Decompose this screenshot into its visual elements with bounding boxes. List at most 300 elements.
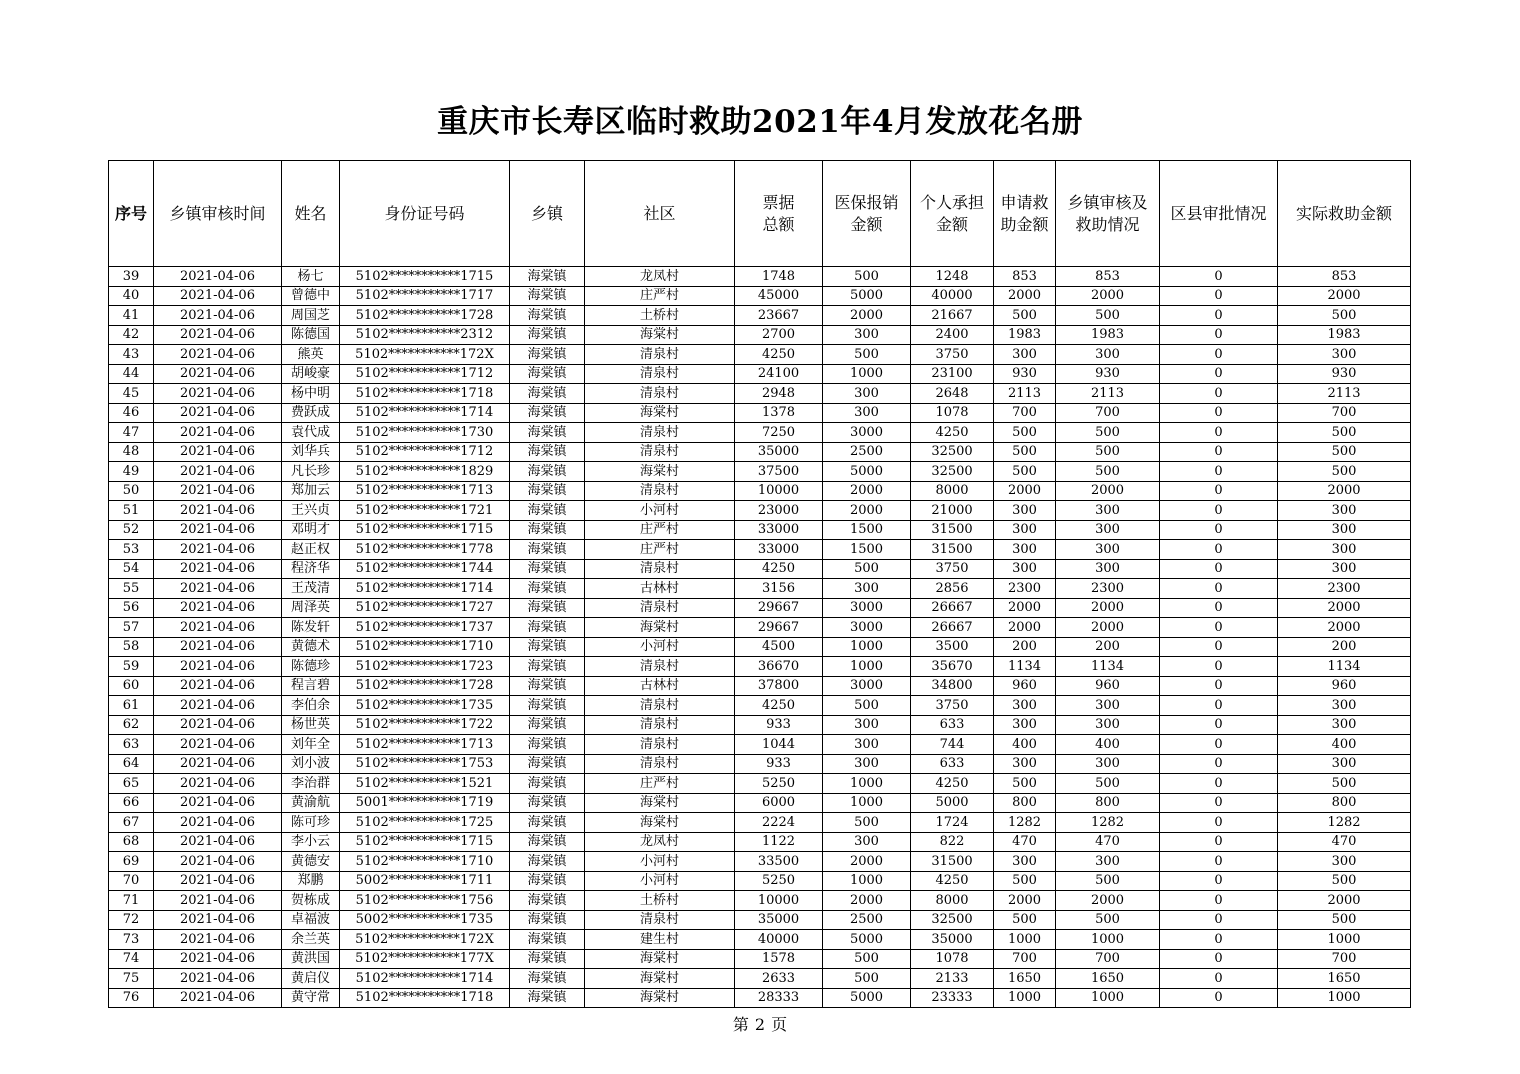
table-row [109, 871, 1411, 891]
cell-county-approval: 0 [1160, 501, 1278, 521]
table-row [109, 988, 1411, 1008]
cell-apply-amount: 300 [994, 501, 1056, 521]
cell-name: 胡峻豪 [282, 364, 340, 384]
cell-town-review: 1650 [1056, 969, 1160, 989]
cell-review-time: 2021-04-06 [154, 832, 282, 852]
cell-community: 海棠村 [585, 462, 735, 482]
cell-town-review: 500 [1056, 462, 1160, 482]
cell-actual-amount: 1134 [1278, 657, 1411, 677]
cell-community: 建生村 [585, 930, 735, 950]
cell-review-time: 2021-04-06 [154, 579, 282, 599]
cell-review-time: 2021-04-06 [154, 540, 282, 560]
cell-insurance: 500 [823, 949, 911, 969]
cell-town: 海棠镇 [510, 267, 585, 287]
table-row [109, 520, 1411, 540]
cell-town: 海棠镇 [510, 910, 585, 930]
cell-seq: 40 [109, 286, 154, 306]
cell-id-number: 5102***********1718 [340, 988, 510, 1008]
cell-county-approval: 0 [1160, 442, 1278, 462]
cell-town-review: 853 [1056, 267, 1160, 287]
cell-town: 海棠镇 [510, 832, 585, 852]
cell-bill-total: 45000 [735, 286, 823, 306]
cell-id-number: 5001***********1719 [340, 793, 510, 813]
cell-community: 清泉村 [585, 345, 735, 365]
cell-bill-total: 35000 [735, 442, 823, 462]
cell-review-time: 2021-04-06 [154, 306, 282, 326]
cell-apply-amount: 2000 [994, 598, 1056, 618]
cell-community: 古林村 [585, 579, 735, 599]
header-apply-amount: 申请救 助金额 [994, 161, 1056, 267]
cell-insurance: 2000 [823, 891, 911, 911]
cell-name: 杨七 [282, 267, 340, 287]
cell-name: 郑鹏 [282, 871, 340, 891]
cell-review-time: 2021-04-06 [154, 520, 282, 540]
cell-town-review: 960 [1056, 676, 1160, 696]
cell-county-approval: 0 [1160, 793, 1278, 813]
cell-actual-amount: 300 [1278, 345, 1411, 365]
cell-personal: 4250 [911, 423, 994, 443]
cell-insurance: 1000 [823, 657, 911, 677]
cell-id-number: 5102***********1728 [340, 676, 510, 696]
cell-name: 刘年全 [282, 735, 340, 755]
cell-town: 海棠镇 [510, 852, 585, 872]
table-row [109, 715, 1411, 735]
cell-community: 海棠村 [585, 988, 735, 1008]
cell-actual-amount: 2000 [1278, 286, 1411, 306]
cell-review-time: 2021-04-06 [154, 325, 282, 345]
cell-insurance: 2500 [823, 910, 911, 930]
cell-insurance: 300 [823, 403, 911, 423]
cell-county-approval: 0 [1160, 540, 1278, 560]
cell-town: 海棠镇 [510, 598, 585, 618]
cell-county-approval: 0 [1160, 676, 1278, 696]
cell-town-review: 700 [1056, 949, 1160, 969]
cell-seq: 47 [109, 423, 154, 443]
cell-personal: 34800 [911, 676, 994, 696]
cell-town-review: 300 [1056, 520, 1160, 540]
cell-insurance: 5000 [823, 286, 911, 306]
cell-county-approval: 0 [1160, 657, 1278, 677]
cell-personal: 31500 [911, 520, 994, 540]
header-town-review: 乡镇审核及 救助情况 [1056, 161, 1160, 267]
cell-seq: 69 [109, 852, 154, 872]
cell-id-number: 5102***********1721 [340, 501, 510, 521]
cell-id-number: 5102***********1717 [340, 286, 510, 306]
cell-seq: 53 [109, 540, 154, 560]
cell-id-number: 5102***********1718 [340, 384, 510, 404]
table-row [109, 325, 1411, 345]
cell-apply-amount: 500 [994, 423, 1056, 443]
cell-town-review: 300 [1056, 501, 1160, 521]
cell-bill-total: 1044 [735, 735, 823, 755]
cell-community: 清泉村 [585, 715, 735, 735]
cell-seq: 41 [109, 306, 154, 326]
cell-bill-total: 29667 [735, 618, 823, 638]
cell-name: 卓福波 [282, 910, 340, 930]
cell-personal: 2648 [911, 384, 994, 404]
table-row [109, 286, 1411, 306]
cell-personal: 31500 [911, 852, 994, 872]
cell-id-number: 5102***********1730 [340, 423, 510, 443]
cell-town-review: 500 [1056, 423, 1160, 443]
table-row [109, 462, 1411, 482]
cell-personal: 35670 [911, 657, 994, 677]
cell-insurance: 500 [823, 345, 911, 365]
cell-community: 海棠村 [585, 793, 735, 813]
table-row [109, 793, 1411, 813]
cell-insurance: 3000 [823, 676, 911, 696]
cell-insurance: 300 [823, 735, 911, 755]
table-header-row [109, 161, 1411, 267]
cell-seq: 74 [109, 949, 154, 969]
cell-name: 李治群 [282, 774, 340, 794]
cell-id-number: 5102***********1737 [340, 618, 510, 638]
cell-seq: 54 [109, 559, 154, 579]
cell-personal: 2856 [911, 579, 994, 599]
cell-county-approval: 0 [1160, 267, 1278, 287]
cell-actual-amount: 500 [1278, 910, 1411, 930]
header-id-number: 身份证号码 [340, 161, 510, 267]
cell-seq: 60 [109, 676, 154, 696]
cell-insurance: 1000 [823, 871, 911, 891]
cell-insurance: 3000 [823, 423, 911, 443]
cell-apply-amount: 500 [994, 871, 1056, 891]
cell-actual-amount: 1282 [1278, 813, 1411, 833]
cell-county-approval: 0 [1160, 462, 1278, 482]
cell-id-number: 5102***********2312 [340, 325, 510, 345]
cell-county-approval: 0 [1160, 325, 1278, 345]
cell-seq: 58 [109, 637, 154, 657]
cell-actual-amount: 2000 [1278, 481, 1411, 501]
cell-insurance: 2000 [823, 481, 911, 501]
cell-county-approval: 0 [1160, 637, 1278, 657]
cell-personal: 21667 [911, 306, 994, 326]
cell-review-time: 2021-04-06 [154, 793, 282, 813]
cell-community: 清泉村 [585, 442, 735, 462]
cell-bill-total: 40000 [735, 930, 823, 950]
cell-bill-total: 10000 [735, 891, 823, 911]
cell-actual-amount: 700 [1278, 403, 1411, 423]
cell-personal: 32500 [911, 910, 994, 930]
cell-apply-amount: 1282 [994, 813, 1056, 833]
cell-county-approval: 0 [1160, 345, 1278, 365]
cell-community: 庄严村 [585, 520, 735, 540]
cell-county-approval: 0 [1160, 306, 1278, 326]
cell-town-review: 700 [1056, 403, 1160, 423]
cell-community: 清泉村 [585, 598, 735, 618]
cell-county-approval: 0 [1160, 403, 1278, 423]
cell-name: 黄洪国 [282, 949, 340, 969]
cell-name: 余兰英 [282, 930, 340, 950]
cell-apply-amount: 2300 [994, 579, 1056, 599]
cell-county-approval: 0 [1160, 774, 1278, 794]
cell-county-approval: 0 [1160, 949, 1278, 969]
cell-apply-amount: 300 [994, 559, 1056, 579]
cell-town: 海棠镇 [510, 793, 585, 813]
cell-bill-total: 1748 [735, 267, 823, 287]
page-footer [0, 1012, 1520, 1035]
cell-review-time: 2021-04-06 [154, 423, 282, 443]
cell-id-number: 5102***********1521 [340, 774, 510, 794]
cell-personal: 3750 [911, 559, 994, 579]
cell-review-time: 2021-04-06 [154, 910, 282, 930]
cell-town-review: 2000 [1056, 891, 1160, 911]
cell-personal: 23100 [911, 364, 994, 384]
cell-insurance: 300 [823, 754, 911, 774]
cell-town-review: 300 [1056, 852, 1160, 872]
cell-community: 土桥村 [585, 891, 735, 911]
table-row [109, 637, 1411, 657]
cell-name: 凡长珍 [282, 462, 340, 482]
cell-bill-total: 10000 [735, 481, 823, 501]
cell-county-approval: 0 [1160, 364, 1278, 384]
cell-bill-total: 933 [735, 715, 823, 735]
cell-personal: 1078 [911, 403, 994, 423]
cell-actual-amount: 800 [1278, 793, 1411, 813]
cell-review-time: 2021-04-06 [154, 267, 282, 287]
cell-insurance: 5000 [823, 988, 911, 1008]
cell-seq: 71 [109, 891, 154, 911]
cell-town: 海棠镇 [510, 735, 585, 755]
cell-review-time: 2021-04-06 [154, 286, 282, 306]
cell-personal: 2400 [911, 325, 994, 345]
cell-town-review: 1282 [1056, 813, 1160, 833]
cell-bill-total: 28333 [735, 988, 823, 1008]
cell-insurance: 300 [823, 715, 911, 735]
cell-community: 海棠村 [585, 325, 735, 345]
cell-name: 王兴贞 [282, 501, 340, 521]
cell-town: 海棠镇 [510, 325, 585, 345]
cell-apply-amount: 300 [994, 696, 1056, 716]
cell-insurance: 500 [823, 267, 911, 287]
cell-actual-amount: 300 [1278, 715, 1411, 735]
cell-apply-amount: 300 [994, 754, 1056, 774]
cell-personal: 3500 [911, 637, 994, 657]
cell-name: 黄德安 [282, 852, 340, 872]
cell-town: 海棠镇 [510, 364, 585, 384]
cell-apply-amount: 500 [994, 774, 1056, 794]
cell-community: 清泉村 [585, 657, 735, 677]
cell-apply-amount: 300 [994, 520, 1056, 540]
cell-bill-total: 37500 [735, 462, 823, 482]
cell-apply-amount: 930 [994, 364, 1056, 384]
cell-town-review: 500 [1056, 442, 1160, 462]
cell-seq: 39 [109, 267, 154, 287]
cell-personal: 633 [911, 715, 994, 735]
cell-town: 海棠镇 [510, 345, 585, 365]
cell-community: 清泉村 [585, 735, 735, 755]
table-row [109, 930, 1411, 950]
cell-community: 海棠村 [585, 969, 735, 989]
cell-id-number: 5102***********1710 [340, 637, 510, 657]
table-row [109, 676, 1411, 696]
cell-name: 邓明才 [282, 520, 340, 540]
cell-apply-amount: 400 [994, 735, 1056, 755]
cell-bill-total: 35000 [735, 910, 823, 930]
table-row [109, 403, 1411, 423]
cell-personal: 1248 [911, 267, 994, 287]
cell-apply-amount: 2000 [994, 891, 1056, 911]
table-row [109, 832, 1411, 852]
header-seq: 序号 [109, 161, 154, 267]
cell-seq: 51 [109, 501, 154, 521]
cell-town: 海棠镇 [510, 520, 585, 540]
cell-town-review: 2113 [1056, 384, 1160, 404]
cell-insurance: 5000 [823, 462, 911, 482]
table-row [109, 423, 1411, 443]
cell-insurance: 5000 [823, 930, 911, 950]
cell-actual-amount: 400 [1278, 735, 1411, 755]
cell-apply-amount: 200 [994, 637, 1056, 657]
cell-seq: 70 [109, 871, 154, 891]
cell-town-review: 300 [1056, 345, 1160, 365]
cell-town: 海棠镇 [510, 988, 585, 1008]
cell-community: 清泉村 [585, 423, 735, 443]
cell-town: 海棠镇 [510, 306, 585, 326]
cell-apply-amount: 500 [994, 442, 1056, 462]
cell-review-time: 2021-04-06 [154, 618, 282, 638]
cell-bill-total: 2224 [735, 813, 823, 833]
table-row [109, 384, 1411, 404]
cell-name: 周泽英 [282, 598, 340, 618]
cell-actual-amount: 300 [1278, 501, 1411, 521]
cell-actual-amount: 1000 [1278, 930, 1411, 950]
cell-review-time: 2021-04-06 [154, 696, 282, 716]
cell-town-review: 2300 [1056, 579, 1160, 599]
cell-id-number: 5102***********1725 [340, 813, 510, 833]
cell-id-number: 5102***********1715 [340, 832, 510, 852]
cell-review-time: 2021-04-06 [154, 715, 282, 735]
cell-name: 熊英 [282, 345, 340, 365]
cell-community: 龙凤村 [585, 267, 735, 287]
cell-seq: 57 [109, 618, 154, 638]
cell-town-review: 1000 [1056, 988, 1160, 1008]
cell-apply-amount: 2113 [994, 384, 1056, 404]
table-row [109, 910, 1411, 930]
table-row [109, 540, 1411, 560]
header-community: 社区 [585, 161, 735, 267]
cell-id-number: 5102***********1714 [340, 969, 510, 989]
cell-id-number: 5102***********177X [340, 949, 510, 969]
cell-county-approval: 0 [1160, 481, 1278, 501]
cell-community: 土桥村 [585, 306, 735, 326]
cell-actual-amount: 470 [1278, 832, 1411, 852]
cell-town: 海棠镇 [510, 715, 585, 735]
cell-id-number: 5102***********1715 [340, 520, 510, 540]
cell-review-time: 2021-04-06 [154, 930, 282, 950]
cell-name: 陈可珍 [282, 813, 340, 833]
cell-id-number: 5102***********1712 [340, 364, 510, 384]
cell-id-number: 5102***********1744 [340, 559, 510, 579]
cell-community: 古林村 [585, 676, 735, 696]
cell-name: 陈发轩 [282, 618, 340, 638]
cell-actual-amount: 500 [1278, 871, 1411, 891]
cell-insurance: 500 [823, 969, 911, 989]
cell-id-number: 5102***********1723 [340, 657, 510, 677]
cell-county-approval: 0 [1160, 735, 1278, 755]
cell-actual-amount: 200 [1278, 637, 1411, 657]
cell-bill-total: 2700 [735, 325, 823, 345]
cell-review-time: 2021-04-06 [154, 442, 282, 462]
table-row [109, 735, 1411, 755]
cell-seq: 42 [109, 325, 154, 345]
cell-town-review: 200 [1056, 637, 1160, 657]
header-county-approval: 区县审批情况 [1160, 161, 1278, 267]
cell-id-number: 5102***********1778 [340, 540, 510, 560]
cell-actual-amount: 300 [1278, 754, 1411, 774]
cell-town-review: 2000 [1056, 481, 1160, 501]
cell-seq: 67 [109, 813, 154, 833]
table-row [109, 345, 1411, 365]
cell-name: 王茂清 [282, 579, 340, 599]
cell-insurance: 500 [823, 559, 911, 579]
cell-id-number: 5102***********1715 [340, 267, 510, 287]
cell-personal: 26667 [911, 618, 994, 638]
cell-bill-total: 36670 [735, 657, 823, 677]
table-row [109, 267, 1411, 287]
cell-town: 海棠镇 [510, 657, 585, 677]
cell-name: 程言碧 [282, 676, 340, 696]
header-personal: 个人承担 金额 [911, 161, 994, 267]
cell-insurance: 1000 [823, 774, 911, 794]
cell-seq: 52 [109, 520, 154, 540]
cell-community: 清泉村 [585, 364, 735, 384]
cell-name: 杨中明 [282, 384, 340, 404]
cell-actual-amount: 1650 [1278, 969, 1411, 989]
cell-seq: 44 [109, 364, 154, 384]
cell-town-review: 2000 [1056, 618, 1160, 638]
cell-county-approval: 0 [1160, 910, 1278, 930]
cell-personal: 1078 [911, 949, 994, 969]
cell-personal: 8000 [911, 481, 994, 501]
cell-actual-amount: 300 [1278, 696, 1411, 716]
cell-name: 李伯余 [282, 696, 340, 716]
cell-bill-total: 1378 [735, 403, 823, 423]
table-row [109, 774, 1411, 794]
cell-personal: 8000 [911, 891, 994, 911]
cell-review-time: 2021-04-06 [154, 949, 282, 969]
cell-town: 海棠镇 [510, 774, 585, 794]
cell-name: 陈德国 [282, 325, 340, 345]
cell-bill-total: 5250 [735, 871, 823, 891]
cell-community: 海棠村 [585, 618, 735, 638]
cell-actual-amount: 300 [1278, 852, 1411, 872]
cell-name: 李小云 [282, 832, 340, 852]
cell-apply-amount: 960 [994, 676, 1056, 696]
cell-town-review: 300 [1056, 559, 1160, 579]
cell-id-number: 5102***********1714 [340, 579, 510, 599]
cell-review-time: 2021-04-06 [154, 364, 282, 384]
cell-county-approval: 0 [1160, 598, 1278, 618]
cell-review-time: 2021-04-06 [154, 988, 282, 1008]
header-bill-total: 票据 总额 [735, 161, 823, 267]
table-row [109, 501, 1411, 521]
cell-seq: 49 [109, 462, 154, 482]
cell-community: 清泉村 [585, 384, 735, 404]
cell-town: 海棠镇 [510, 676, 585, 696]
cell-community: 海棠村 [585, 813, 735, 833]
cell-insurance: 1500 [823, 520, 911, 540]
cell-town-review: 1000 [1056, 930, 1160, 950]
cell-seq: 63 [109, 735, 154, 755]
table-row [109, 579, 1411, 599]
cell-community: 清泉村 [585, 910, 735, 930]
cell-review-time: 2021-04-06 [154, 871, 282, 891]
cell-name: 黄德术 [282, 637, 340, 657]
cell-bill-total: 4500 [735, 637, 823, 657]
cell-personal: 23333 [911, 988, 994, 1008]
cell-insurance: 2500 [823, 442, 911, 462]
